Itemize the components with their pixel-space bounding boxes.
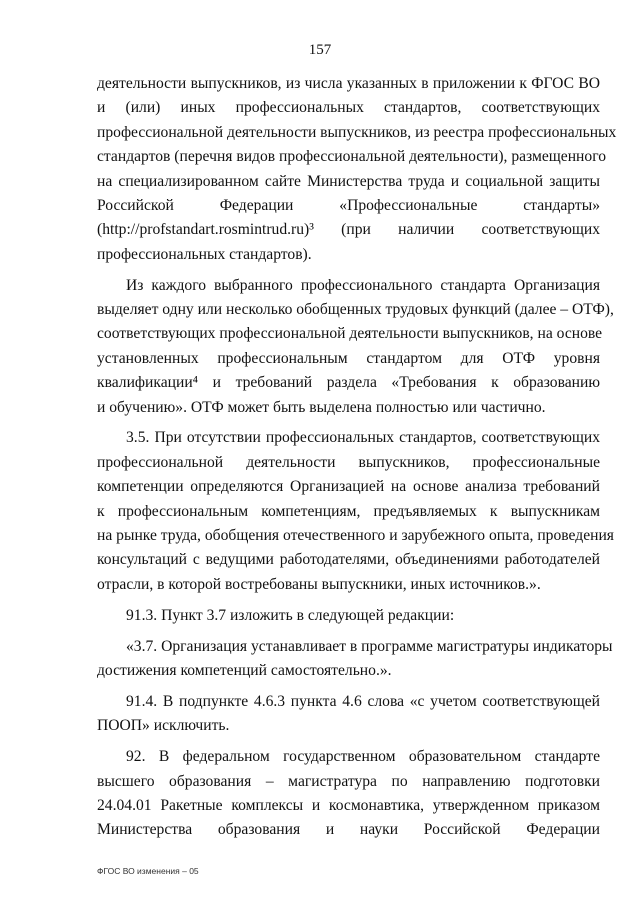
text-line: «3.7. Организация устанавливает в программе магистратуры индикаторы bbox=[126, 637, 613, 655]
text-line: достижения компетенций самостоятельно.». bbox=[97, 661, 392, 679]
text-line: 91.3. Пункт 3.7 изложить в следующей редакции: bbox=[126, 606, 455, 624]
text-line: стандартов (перечня видов профессиональной деятельности), размещенного bbox=[97, 148, 606, 166]
text-line: и обучению». ОТФ может быть выделена полностью или частично. bbox=[97, 398, 546, 416]
page-number: 157 bbox=[308, 42, 332, 58]
paragraph-91-3 bbox=[97, 604, 600, 628]
text-line: 3.5. При отсутствии профессиональных стандартов, соответствующих bbox=[126, 429, 600, 447]
paragraph-3-7 bbox=[97, 635, 613, 684]
text-line: профессиональной деятельности выпускников, из реестра профессиональных bbox=[97, 123, 617, 141]
text-line: высшего образования – магистратура по направлению подготовки bbox=[97, 772, 600, 790]
text-line: 24.04.01 Ракетные комплексы и космонавтика, утвержденном приказом bbox=[97, 796, 600, 814]
text-line: ПООП» исключить. bbox=[97, 717, 230, 735]
text-line: профессиональных стандартов). bbox=[97, 245, 312, 263]
document-body bbox=[97, 72, 617, 849]
text-line: деятельности выпускников, из числа указанных в приложении к ФГОС ВО bbox=[97, 75, 600, 92]
text-line: Российской Федерации «Профессиональные стандарты» bbox=[97, 196, 600, 214]
text-line: профессиональной деятельности выпускников, профессиональные bbox=[97, 453, 600, 471]
text-line: и (или) иных профессиональных стандартов, соответствующих bbox=[97, 99, 600, 117]
text-line: соответствующих профессиональной деятельности выпускников, на основе bbox=[97, 325, 603, 343]
text-line: консультаций с ведущими работодателями, объединениями работодателей bbox=[97, 551, 600, 569]
text-line: установленных профессиональным стандартом для ОТФ уровня bbox=[97, 349, 600, 367]
text-line: (http://profstandart.rosmintrud.ru)³ (при наличии соответствующих bbox=[97, 221, 600, 239]
text-line: на рынке труда, обобщения отечественного и зарубежного опыта, проведения bbox=[97, 527, 614, 545]
text-line: Министерства образования и науки Российской Федерации bbox=[97, 821, 600, 839]
text-line: компетенции определяются Организацией на основе анализа требований bbox=[97, 478, 600, 496]
text-line: выделяет одну или несколько обобщенных трудовых функций (далее – ОТФ), bbox=[97, 301, 614, 319]
text-line: Из каждого выбранного профессионального стандарта Организация bbox=[126, 276, 600, 294]
text-line: на специализированном сайте Министерства труда и социальной защиты bbox=[97, 172, 600, 190]
text-line: 92. В федеральном государственном образовательном стандарте bbox=[126, 748, 600, 766]
text-line: отрасли, в которой востребованы выпускники, иных источников.». bbox=[97, 575, 541, 593]
paragraph-91-4 bbox=[97, 690, 600, 739]
paragraph-3-5 bbox=[97, 426, 614, 597]
paragraph-otf bbox=[97, 274, 614, 420]
paragraph-92 bbox=[97, 745, 600, 843]
text-line: 91.4. В подпункте 4.6.3 пункта 4.6 слова «с учетом соответствующей bbox=[126, 692, 600, 710]
text-line: квалификации⁴ и требований раздела «Требования к образованию bbox=[97, 374, 600, 392]
paragraph-continuation bbox=[97, 72, 617, 267]
text-line: к профессиональным компетенциям, предъявляемых к выпускникам bbox=[97, 502, 600, 520]
footer-note: ФГОС ВО изменения – 05 bbox=[97, 866, 199, 876]
